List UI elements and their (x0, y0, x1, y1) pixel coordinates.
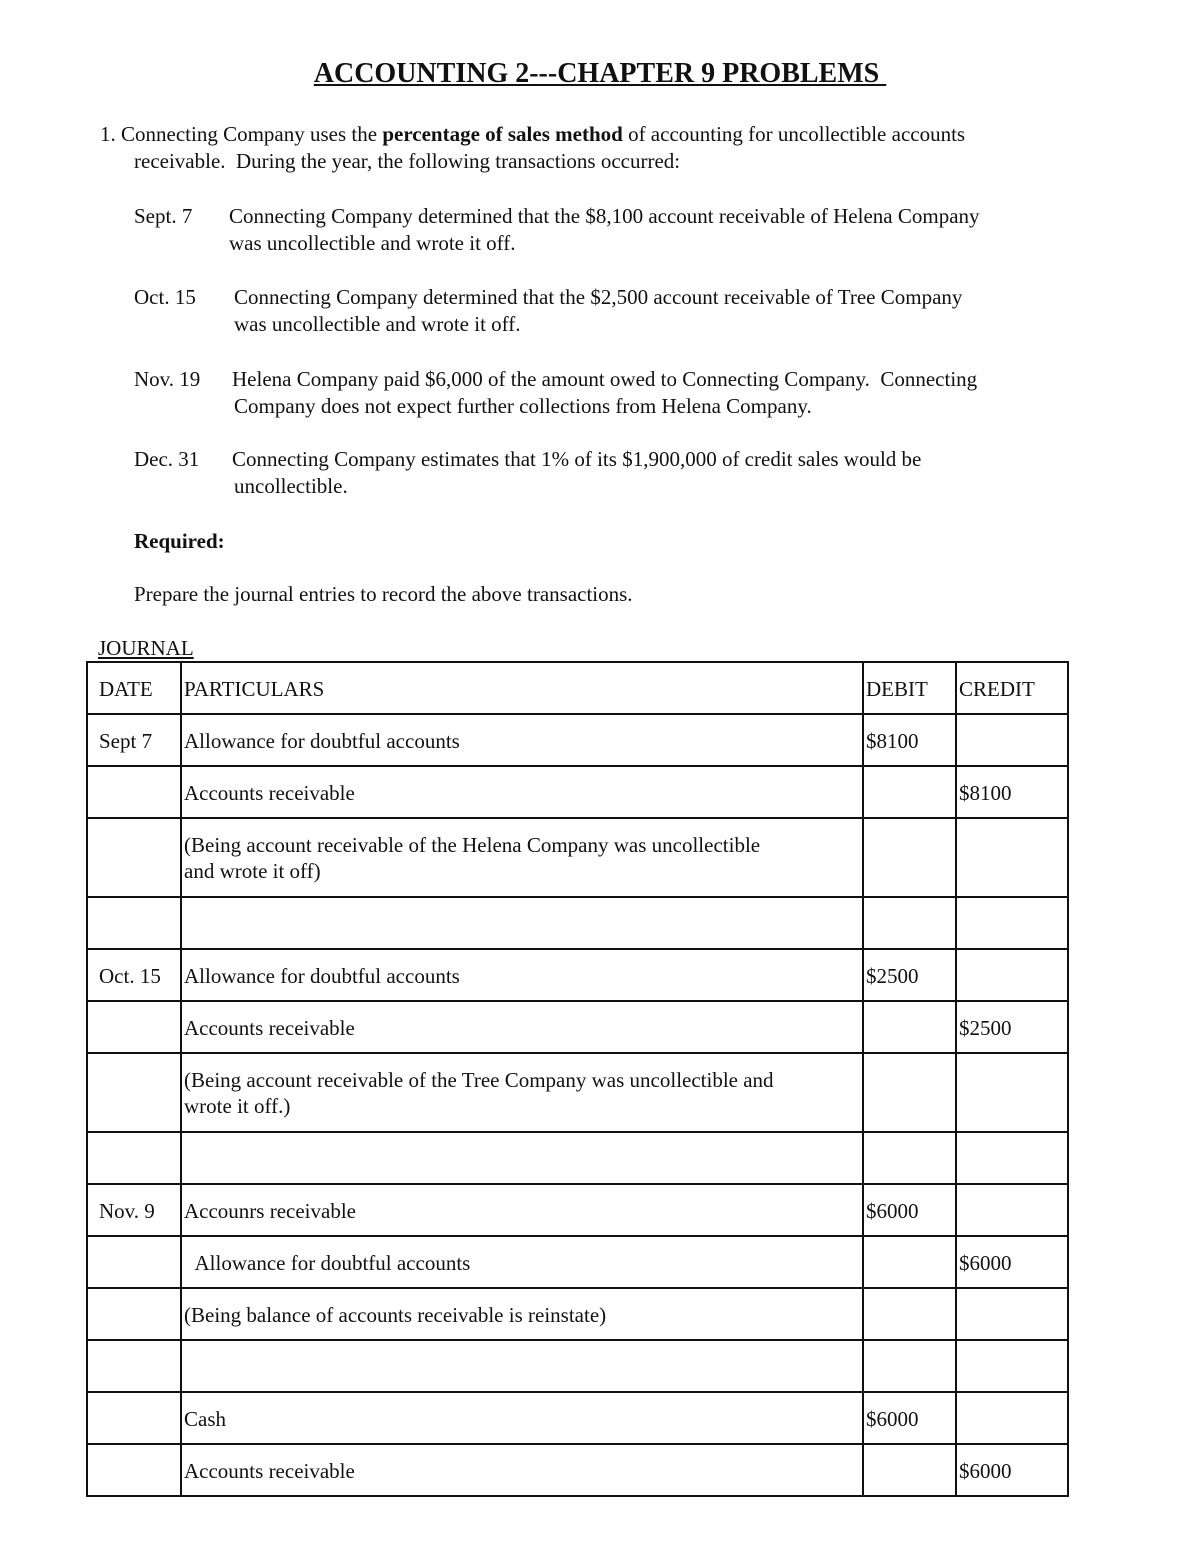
journal-cell-credit (956, 1001, 1068, 1053)
header-credit (956, 662, 1068, 714)
journal-cell-debit (863, 897, 956, 949)
journal-table (86, 661, 1069, 1497)
journal-cell-particulars (181, 1236, 863, 1288)
journal-cell-credit (956, 766, 1068, 818)
journal-cell-debit-text (866, 1237, 955, 1250)
journal-cell-date-text (99, 1237, 180, 1250)
instruction-text: Prepare the journal entries to record the above transactions. (134, 582, 633, 606)
journal-row (87, 897, 1068, 949)
journal-cell-particulars (181, 1392, 863, 1444)
page-title: ACCOUNTING 2---CHAPTER 9 PROBLEMS (313, 58, 887, 89)
journal-row (87, 1444, 1068, 1496)
journal-row (87, 766, 1068, 818)
transaction-date: Oct. 15 (134, 285, 196, 309)
journal-cell-particulars-text: (Being account receivable of the Helena Company was uncollectible and wrote it off) (184, 833, 761, 883)
journal-cell-date (87, 1236, 181, 1288)
journal-cell-debit-text: $8100 (866, 729, 919, 753)
journal-cell-debit (863, 714, 956, 766)
journal-cell-debit-text (866, 1289, 955, 1302)
journal-cell-credit-text (959, 715, 1067, 728)
journal-label: JOURNAL (98, 636, 194, 660)
journal-cell-particulars-text: Allowance for doubtful accounts (184, 729, 460, 753)
journal-cell-credit (956, 949, 1068, 1001)
journal-cell-date-text: Oct. 15 (99, 964, 161, 988)
header-particulars-label: PARTICULARS (184, 677, 325, 701)
journal-cell-debit (863, 949, 956, 1001)
journal-cell-date (87, 1053, 181, 1132)
header-debit (863, 662, 956, 714)
problem-number: 1. (100, 122, 116, 146)
journal-cell-debit-text (866, 819, 955, 832)
journal-cell-debit-text (866, 1133, 955, 1146)
problem-text-b: of accounting for uncollectible accounts (622, 122, 966, 146)
journal-cell-debit (863, 1132, 956, 1184)
header-credit-label: CREDIT (959, 677, 1035, 701)
journal-cell-particulars-text (184, 898, 862, 911)
journal-cell-particulars-text: Accounrs receivable (184, 1199, 356, 1223)
journal-cell-date-text (99, 767, 180, 780)
journal-header-row (87, 662, 1068, 714)
header-date-label: DATE (99, 677, 153, 701)
problem-line-1 (100, 121, 965, 148)
journal-cell-debit-text (866, 1341, 955, 1354)
journal-cell-debit (863, 1340, 956, 1392)
journal-cell-credit-text: $6000 (959, 1251, 1012, 1275)
journal-cell-debit (863, 1236, 956, 1288)
journal-cell-debit (863, 1288, 956, 1340)
journal-cell-particulars (181, 1053, 863, 1132)
journal-row (87, 714, 1068, 766)
transaction-date: Nov. 19 (134, 367, 201, 391)
transaction-oct-15 (134, 284, 1094, 338)
journal-row (87, 1236, 1068, 1288)
journal-cell-date-text (99, 898, 180, 911)
problem-text-a: Connecting Company uses the (121, 122, 383, 146)
journal-cell-date (87, 1184, 181, 1236)
journal-cell-particulars-text: Allowance for doubtful accounts (184, 1251, 471, 1275)
journal-cell-date (87, 897, 181, 949)
journal-cell-date (87, 949, 181, 1001)
journal-cell-credit-text (959, 1054, 1067, 1067)
transaction-line: was uncollectible and wrote it off. (229, 231, 516, 255)
journal-cell-date-text (99, 1002, 180, 1015)
journal-cell-debit (863, 766, 956, 818)
journal-cell-debit-text (866, 1054, 955, 1067)
journal-cell-date-text (99, 1133, 180, 1146)
header-particulars (181, 662, 863, 714)
journal-cell-date (87, 1132, 181, 1184)
journal-cell-date (87, 818, 181, 897)
journal-cell-credit-text: $2500 (959, 1016, 1012, 1040)
problem-statement (100, 121, 965, 175)
problem-method-bold: percentage of sales method (382, 122, 623, 146)
journal-cell-credit-text (959, 950, 1067, 963)
journal-cell-particulars-text: (Being account receivable of the Tree Company was uncollectible and wrote it off.) (184, 1068, 774, 1118)
journal-cell-debit (863, 1184, 956, 1236)
journal-cell-credit (956, 818, 1068, 897)
journal-cell-debit (863, 1444, 956, 1496)
journal-cell-credit-text (959, 1341, 1067, 1354)
journal-cell-date (87, 1392, 181, 1444)
journal-cell-debit-text (866, 767, 955, 780)
journal-row (87, 1184, 1068, 1236)
journal-cell-particulars (181, 714, 863, 766)
journal-cell-particulars (181, 1001, 863, 1053)
journal-cell-date (87, 766, 181, 818)
journal-row (87, 949, 1068, 1001)
journal-cell-debit-text (866, 1445, 955, 1458)
journal-cell-date-text (99, 1445, 180, 1458)
journal-cell-particulars (181, 1340, 863, 1392)
journal-row (87, 1340, 1068, 1392)
transaction-line: was uncollectible and wrote it off. (234, 312, 521, 336)
transaction-line: Connecting Company determined that the $8,100 account receivable of Helena Company (229, 204, 980, 228)
journal-cell-credit-text (959, 1289, 1067, 1302)
journal-row (87, 1132, 1068, 1184)
journal-cell-particulars-text: Accounts receivable (184, 781, 355, 805)
journal-cell-particulars (181, 1288, 863, 1340)
journal-cell-particulars-text (184, 1133, 862, 1146)
journal-cell-credit (956, 714, 1068, 766)
journal-cell-particulars-text: Accounts receivable (184, 1459, 355, 1483)
transaction-dec-31 (134, 446, 1094, 500)
journal-row (87, 1053, 1068, 1132)
journal-cell-credit (956, 1444, 1068, 1496)
transaction-line: Connecting Company determined that the $2,500 account receivable of Tree Company (234, 285, 963, 309)
journal-cell-credit-text: $8100 (959, 781, 1012, 805)
journal-cell-particulars (181, 949, 863, 1001)
journal-cell-date-text (99, 1393, 180, 1406)
journal-cell-credit-text (959, 1393, 1067, 1406)
transaction-description (234, 284, 962, 338)
journal-cell-particulars (181, 897, 863, 949)
header-date (87, 662, 181, 714)
journal-cell-date-text (99, 1054, 180, 1067)
journal-cell-particulars-text (184, 1341, 862, 1354)
transaction-line: uncollectible. (234, 474, 348, 498)
journal-cell-debit-text: $6000 (866, 1407, 919, 1431)
journal-cell-debit-text (866, 1002, 955, 1015)
journal-row (87, 818, 1068, 897)
journal-cell-credit (956, 1053, 1068, 1132)
header-debit-label: DEBIT (866, 677, 928, 701)
journal-cell-date-text (99, 819, 180, 832)
problem-line-2: receivable. During the year, the following transactions occurred: (134, 149, 681, 173)
journal-cell-debit (863, 1392, 956, 1444)
journal-cell-date-text: Nov. 9 (99, 1199, 155, 1223)
journal-cell-credit-text (959, 1185, 1067, 1198)
transaction-date: Sept. 7 (134, 204, 193, 228)
transaction-description (229, 203, 980, 257)
journal-cell-credit (956, 897, 1068, 949)
journal-body (87, 662, 1068, 1496)
journal-cell-date (87, 714, 181, 766)
journal-cell-debit (863, 1053, 956, 1132)
journal-cell-debit-text: $2500 (866, 964, 919, 988)
journal-cell-particulars-text: Cash (184, 1407, 226, 1431)
journal-cell-date-text (99, 1341, 180, 1354)
journal-cell-credit (956, 1392, 1068, 1444)
journal-cell-particulars-text: Accounts receivable (184, 1016, 355, 1040)
journal-row (87, 1392, 1068, 1444)
journal-cell-particulars-text: (Being balance of accounts receivable is reinstate) (184, 1303, 607, 1327)
journal-cell-particulars (181, 1184, 863, 1236)
journal-cell-particulars (181, 818, 863, 897)
journal-cell-particulars (181, 1444, 863, 1496)
journal-row (87, 1001, 1068, 1053)
transaction-date: Dec. 31 (134, 447, 200, 471)
journal-cell-credit (956, 1184, 1068, 1236)
transaction-description (232, 446, 921, 500)
transaction-line: Connecting Company estimates that 1% of its $1,900,000 of credit sales would be (232, 447, 922, 471)
transaction-description (232, 366, 977, 420)
journal-cell-particulars-text: Allowance for doubtful accounts (184, 964, 460, 988)
journal-cell-particulars (181, 766, 863, 818)
journal-row (87, 1288, 1068, 1340)
transaction-line: Helena Company paid $6,000 of the amount owed to Connecting Company. Connecting (232, 367, 978, 391)
journal-cell-date (87, 1444, 181, 1496)
journal-cell-credit (956, 1132, 1068, 1184)
transaction-line: Company does not expect further collections from Helena Company. (234, 394, 812, 418)
journal-cell-credit-text (959, 898, 1067, 911)
journal-cell-date-text (99, 1289, 180, 1302)
journal-cell-particulars (181, 1132, 863, 1184)
required-label: Required: (134, 529, 225, 553)
journal-cell-credit (956, 1340, 1068, 1392)
journal-cell-date (87, 1001, 181, 1053)
journal-cell-credit-text (959, 1133, 1067, 1146)
journal-cell-credit (956, 1236, 1068, 1288)
journal-cell-debit (863, 818, 956, 897)
journal-cell-debit-text (866, 898, 955, 911)
transaction-nov-19 (134, 366, 1094, 420)
journal-cell-credit (956, 1288, 1068, 1340)
transaction-sept-7 (134, 203, 1094, 257)
journal-cell-debit (863, 1001, 956, 1053)
journal-cell-date (87, 1340, 181, 1392)
journal-cell-credit-text (959, 819, 1067, 832)
journal-cell-debit-text: $6000 (866, 1199, 919, 1223)
journal-cell-date-text: Sept 7 (99, 729, 153, 753)
journal-cell-date (87, 1288, 181, 1340)
journal-cell-credit-text: $6000 (959, 1459, 1012, 1483)
